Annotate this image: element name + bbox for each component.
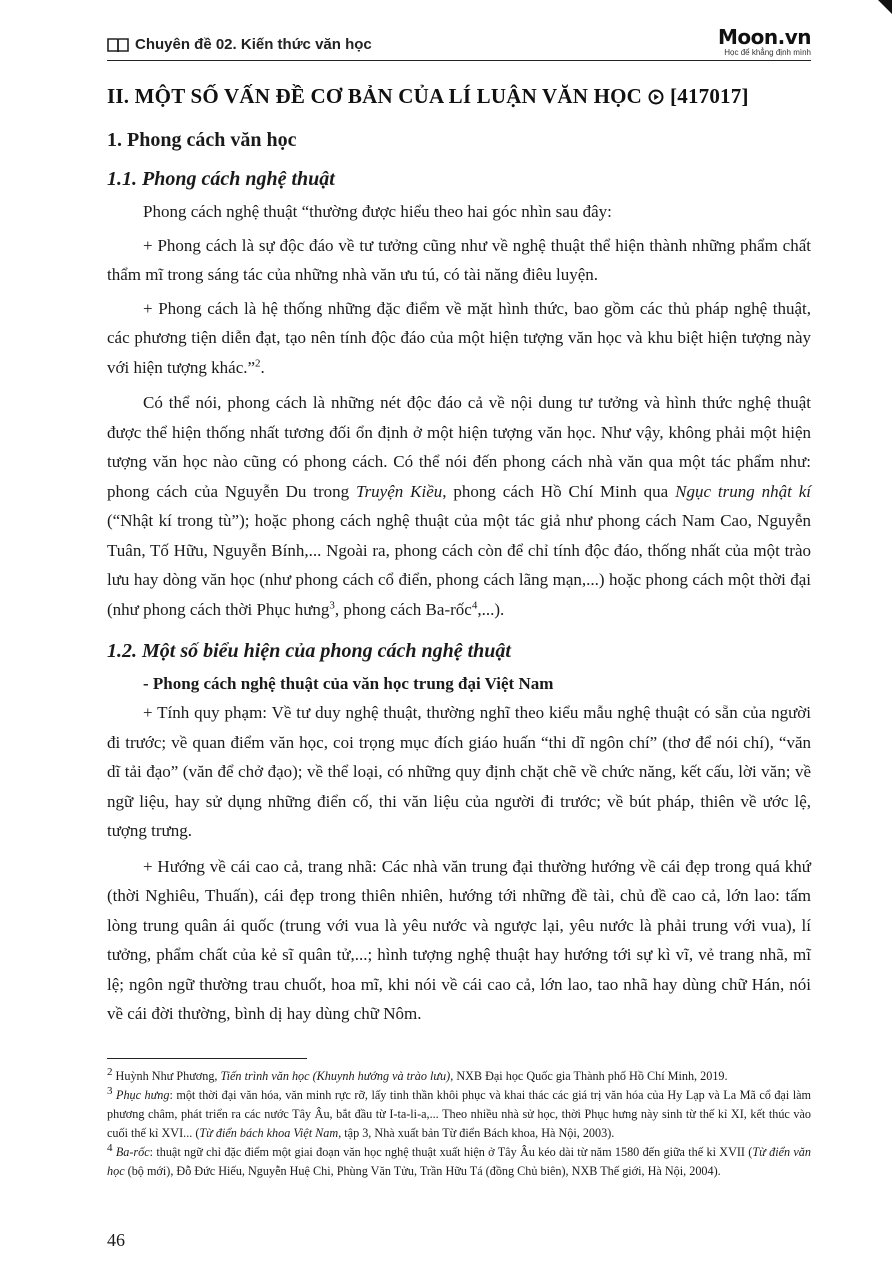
footnote-3-number: 3 bbox=[107, 1084, 113, 1097]
book-icon bbox=[107, 37, 129, 53]
play-circle-icon[interactable] bbox=[648, 89, 664, 105]
subheading-trung-dai: - Phong cách nghệ thuật của văn học trung đại Việt Nam bbox=[143, 674, 554, 693]
footnote-3-source: Từ điển bách khoa Việt Nam bbox=[199, 1126, 339, 1140]
heading-phong-cach-nghe-thuat: 1.1. Phong cách nghệ thuật bbox=[107, 168, 335, 190]
page-number: 46 bbox=[107, 1230, 125, 1250]
footnote-3-text-d: , tập 3, Nhà xuất bản Từ điển Bách khoa, Hà Nội, 2003). bbox=[338, 1126, 615, 1140]
page-header bbox=[107, 26, 811, 61]
section-title-text: II. MỘT SỐ VẤN ĐỀ CƠ BẢN CỦA LÍ LUẬN VĂN HỌC bbox=[107, 84, 643, 108]
footnote-ref-3[interactable]: 3 bbox=[329, 598, 335, 611]
footnote-3-text-b: : một thời đại văn hóa, văn minh rực rỡ, lấy tinh thần khôi phục và khai thác các giá trị văn hóa của Hy Lạp và La Mã cổ đại làm phương châm, phát triển ra các nước Tây Âu, bắt đầu từ I-ta-li-a,... Theo nhiều nhà sử học, thời Phục hưng này sinh từ thế kỉ XI, kết thúc vào cuối thế kỉ XVI... ( bbox=[107, 1088, 811, 1140]
footnote-4-text-d: (bộ mới), Đỗ Đức Hiếu, Nguyễn Huệ Chi, Phùng Văn Tửu, Trần Hữu Tá (đồng Chủ biên), NXB Thế giới, Hà Nội, 2004). bbox=[124, 1164, 721, 1178]
paragraph-bullet-2 bbox=[107, 294, 811, 383]
paragraph-bullet-1: + Phong cách là sự độc đáo về tư tưởng cũng như về nghệ thuật thể hiện thành những phẩm chất thẩm mĩ trong sáng tác của những nhà văn ưu tú, có tài năng điêu luyện. bbox=[107, 235, 811, 284]
footnote-4-text-b: : thuật ngữ chỉ đặc điểm một giai đoạn văn học nghệ thuật xuất hiện ở Tây Âu kéo dài từ năm 1580 đến giữa thế kỉ XVII ( bbox=[149, 1145, 753, 1159]
corner-triangle-icon bbox=[878, 0, 892, 14]
footnote-4-number: 4 bbox=[107, 1141, 113, 1154]
chapter-label bbox=[107, 36, 372, 53]
heading-phong-cach-van-hoc: 1. Phong cách văn học bbox=[107, 129, 297, 151]
footnote-4-term: Ba-rốc bbox=[115, 1145, 150, 1159]
logo-text: Moon.vn bbox=[718, 25, 811, 49]
footnotes bbox=[107, 1058, 811, 1181]
footnote-ref-2[interactable]: 2 bbox=[255, 356, 261, 369]
bullet-2-text: + Phong cách là hệ thống những đặc điểm về mặt hình thức, bao gồm các thủ pháp nghệ thuật, các phương tiện diễn đạt, tạo nên tính độc đáo của một hiện tượng văn học và khu biệt hiện tượng này với hiện tượng khác.” bbox=[107, 298, 811, 377]
chapter-title: Chuyên đề 02. Kiến thức văn học bbox=[135, 36, 372, 53]
p3-text-g: ,...). bbox=[477, 599, 505, 619]
footnote-2-text-c: , NXB Đại học Quốc gia Thành phố Hồ Chí Minh, 2019. bbox=[450, 1069, 728, 1083]
logo-slogan: Học để khẳng định mình bbox=[724, 48, 811, 57]
paragraph-cao-ca-trang-nha: + Hướng về cái cao cả, trang nhã: Các nhà văn trung đại thường hướng về cái đẹp trong quá khứ (thời Nghiêu, Thuấn), cái đẹp trong thiên nhiên, hướng tới những đề tài, chủ đề cao cả, lớn lao: tấm lòng trung quân ái quốc (trung với vua là yêu nước và ngược lại, yêu nước là phải trung với vua), lí tưởng, phẩm chất của kẻ sĩ quân tử,...; hình tượng nghệ thuật hay hướng tới sự kì vĩ, vẻ trang nhã, mĩ lệ; ngôn ngữ thường trau chuốt, hoa mĩ, khi nói về cái cao cả, lớn lao, tao nhã hay dùng chữ Hán, nói về cái đời thường, bình dị hay dùng chữ Nôm. bbox=[107, 856, 811, 1023]
paragraph-intro: Phong cách nghệ thuật “thường được hiểu theo hai góc nhìn sau đây: bbox=[143, 202, 612, 221]
section-code: [417017] bbox=[670, 84, 749, 108]
footnote-3 bbox=[107, 1086, 811, 1143]
footnote-divider bbox=[107, 1058, 307, 1059]
p3-text-a: Có thể nói, phong cách là những nét độc đáo cả về nội dung tư tưởng và hình thức nghệ thuật được thể hiện thống nhất tương đối ổn định ở một hiện tượng văn học. Như vậy, không phải một hiện tượng văn học nào cũng có phong cách. Có thể nói đến phong cách nhà văn qua một tác phẩm như: phong cách của Nguyễn Du trong bbox=[107, 393, 811, 501]
footnote-4 bbox=[107, 1143, 811, 1181]
main-content bbox=[107, 70, 811, 1029]
footnote-2-title: Tiến trình văn học (Khuynh hướng và trào lưu) bbox=[220, 1069, 451, 1083]
footnote-3-term: Phục hưng bbox=[116, 1088, 170, 1102]
p3-text-e: (“Nhật kí trong tù”); hoặc phong cách nghệ thuật của một tác giả như phong cách Nam Cao, Nguyễn Tuân, Tố Hữu, Nguyễn Bính,... Ngoài ra, phong cách còn để chỉ tính độc đáo, thống nhất của một trào lưu hay dòng văn học (như phong cách cổ điển, phong cách lãng mạn,...) hoặc phong cách một thời đại (như phong cách thời Phục hưng bbox=[107, 511, 811, 619]
p3-text-c: , phong cách Hồ Chí Minh qua bbox=[442, 481, 676, 501]
heading-bieu-hien: 1.2. Một số biểu hiện của phong cách nghệ thuật bbox=[107, 640, 511, 662]
footnote-2-text-a: Huỳnh Như Phương, bbox=[112, 1069, 221, 1083]
section-title bbox=[107, 84, 811, 109]
moon-logo bbox=[718, 26, 811, 57]
footnote-4-source: Từ điển văn học bbox=[107, 1145, 811, 1178]
p3-text-f: , phong cách Ba-rốc bbox=[334, 599, 472, 619]
paragraph-style-definition bbox=[107, 388, 811, 624]
footnote-ref-4[interactable]: 4 bbox=[471, 598, 478, 611]
work-title-nguc-trung-nhat-ki: Ngục trung nhật kí bbox=[675, 481, 812, 501]
work-title-truyen-kieu: Truyện Kiều bbox=[356, 481, 443, 501]
footnote-2-number: 2 bbox=[107, 1065, 113, 1078]
paragraph-tinh-quy-pham: + Tính quy phạm: Về tư duy nghệ thuật, thường nghĩ theo kiểu mẫu nghệ thuật có sẵn của người đi trước; về quan điểm văn học, coi trọng mục đích giáo huấn “thi dĩ ngôn chí” (thơ để nói chí), “văn dĩ tải đạo” (văn để chở đạo); về thể loại, có những quy định chặt chẽ về chức năng, kết cấu, lời văn; về ngữ liệu, hay sử dụng những điển cố, thi văn liệu của người đi trước; về bút pháp, thiên về ước lệ, tượng trưng. bbox=[107, 703, 811, 840]
bullet-2-end: . bbox=[260, 357, 265, 377]
footnote-2 bbox=[107, 1067, 811, 1086]
